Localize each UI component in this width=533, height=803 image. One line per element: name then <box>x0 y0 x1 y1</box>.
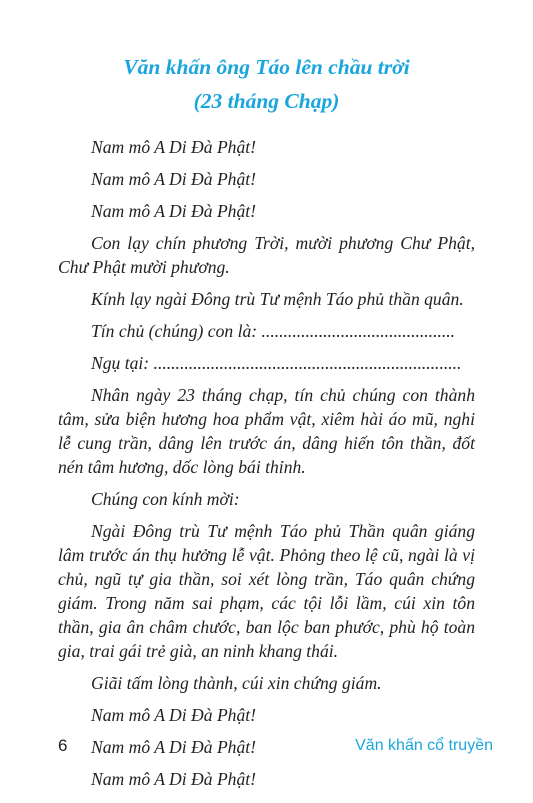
paragraph: Ngụ tại: ...................................................................... <box>91 353 462 373</box>
paragraph: Giãi tấm lòng thành, cúi xin chứng giám. <box>91 673 382 693</box>
paragraph: Nam mô A Di Đà Phật! <box>91 769 257 789</box>
paragraph: Nam mô A Di Đà Phật! <box>91 137 257 157</box>
paragraph: Nam mô A Di Đà Phật! <box>91 169 257 189</box>
paragraph: Nam mô A Di Đà Phật! <box>91 201 257 221</box>
page-footer <box>58 736 493 760</box>
document-subtitle: (23 tháng Chạp) <box>193 89 340 113</box>
document-body <box>58 135 475 791</box>
paragraph: Chúng con kính mời: <box>91 489 240 509</box>
paragraph: Kính lạy ngài Đông trù Tư mệnh Táo phủ thần quân. <box>91 289 464 309</box>
page-number: 6 <box>58 736 68 755</box>
paragraph: Nhân ngày 23 tháng chạp, tín chủ chúng con thành tâm, sửa biện hương hoa phẩm vật, xiêm hài áo mũ, nghi lễ cung trần, dâng lên trước án, dâng hiến tôn thần, đốt nén tâm hương, dốc lòng bái thỉnh. <box>58 385 475 477</box>
paragraph: Nam mô A Di Đà Phật! <box>91 705 257 725</box>
document-title: Văn khấn ông Táo lên chầu trời <box>123 55 410 79</box>
running-title: Văn khấn cổ truyền <box>355 737 493 754</box>
paragraph: Tín chủ (chúng) con là: ............................................ <box>91 321 456 341</box>
paragraph: Nam mô A Di Đà Phật! <box>91 737 257 757</box>
paragraph: Con lạy chín phương Trời, mười phương Chư Phật, Chư Phật mười phương. <box>58 233 475 277</box>
paragraph: Ngài Đông trù Tư mệnh Táo phủ Thần quân giáng lâm trước án thụ hưởng lễ vật. Phỏng theo lệ cũ, ngài là vị chủ, ngũ tự gia thần, soi xét lòng trần, Táo quân chứng giám. Trong năm sai phạm, các tội lỗi lầm, cúi xin tôn thần, gia ân châm chước, ban lộc ban phước, phù hộ toàn gia, trai gái trẻ già, an ninh khang thái. <box>58 521 475 661</box>
